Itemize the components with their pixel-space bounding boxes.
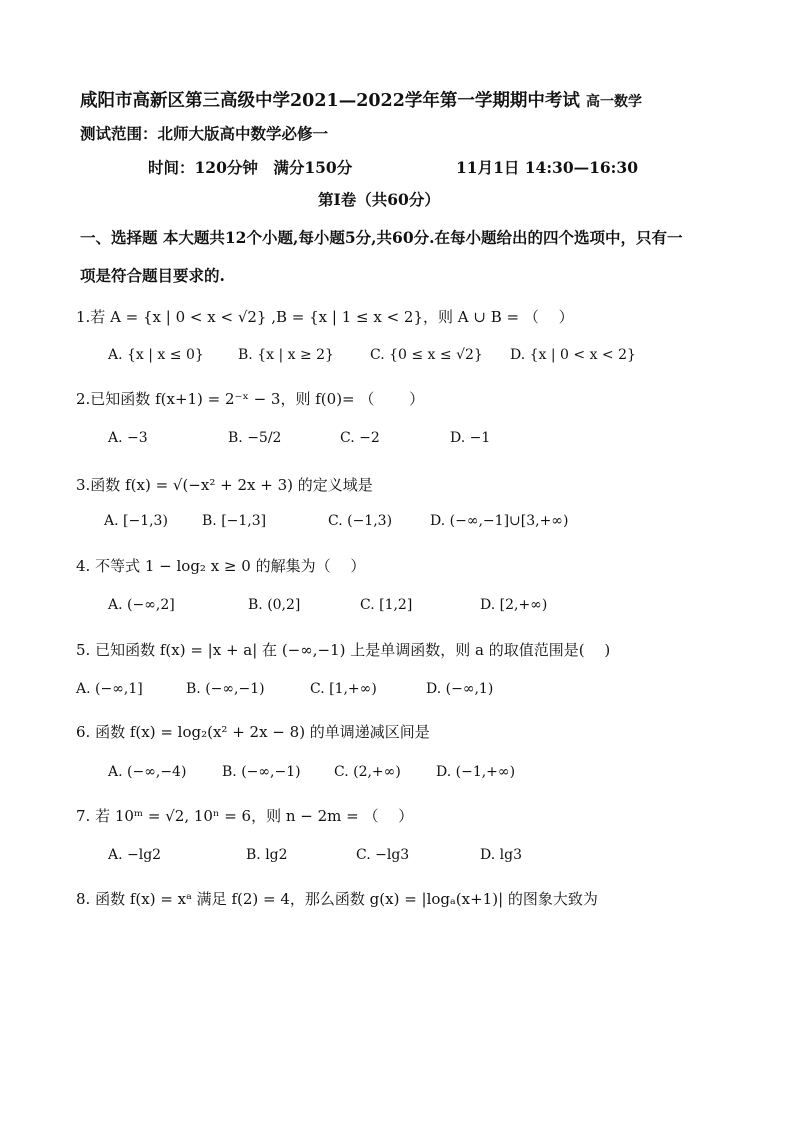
grade-label: 高一数学 — [586, 94, 643, 110]
question-6-option-b[interactable]: B. (−∞,−1) — [222, 764, 301, 780]
question-1-stem: 1.若 A = {x | 0 < x < √2} ,B = {x | 1 ≤ x < 2}，则 A ∪ B = （ ） — [76, 308, 574, 326]
question-4-option-a[interactable]: A. (−∞,2] — [108, 597, 175, 613]
question-3-option-d[interactable]: D. (−∞,−1]∪[3,+∞) — [430, 513, 569, 529]
volume-heading: 第Ⅰ卷（共60分） — [318, 190, 440, 209]
question-5-option-c[interactable]: C. [1,+∞) — [310, 681, 377, 697]
question-3-stem: 3.函数 f(x) = √(−x² + 2x + 3) 的定义域是 — [76, 476, 373, 494]
question-1-option-d[interactable]: D. {x | 0 < x < 2} — [510, 347, 636, 363]
question-6-option-d[interactable]: D. (−1,+∞) — [436, 764, 516, 780]
question-1-option-a[interactable]: A. {x | x ≤ 0} — [108, 347, 204, 363]
exam-title-text: 咸阳市高新区第三高级中学2021—2022学年第一学期期中考试 — [80, 91, 580, 111]
question-1-option-c[interactable]: C. {0 ≤ x ≤ √2} — [370, 347, 483, 363]
question-2-option-d[interactable]: D. −1 — [450, 430, 491, 446]
question-2-option-b[interactable]: B. −5/2 — [228, 430, 282, 446]
exam-date: 11月1日 14:30—16:30 — [456, 158, 638, 177]
question-1-option-b[interactable]: B. {x | x ≥ 2} — [238, 347, 334, 363]
question-7-option-b[interactable]: B. lg2 — [246, 847, 288, 863]
question-8-stem: 8. 函数 f(x) = xᵃ 满足 f(2) = 4，那么函数 g(x) = |logₐ(x+1)| 的图象大致为 — [76, 890, 598, 908]
question-2-option-c[interactable]: C. −2 — [340, 430, 380, 446]
question-7-option-a[interactable]: A. −lg2 — [108, 847, 162, 863]
question-5-stem: 5. 已知函数 f(x) = |x + a| 在 (−∞,−1) 上是单调函数，则 a 的取值范围是( ) — [76, 641, 611, 659]
question-2-option-a[interactable]: A. −3 — [108, 430, 148, 446]
question-3-option-a[interactable]: A. [−1,3) — [104, 513, 168, 529]
question-3-option-b[interactable]: B. [−1,3] — [202, 513, 267, 529]
question-3-option-c[interactable]: C. (−1,3) — [328, 513, 393, 529]
question-4-stem: 4. 不等式 1 − log₂ x ≥ 0 的解集为（ ） — [76, 557, 366, 575]
question-4-option-d[interactable]: D. [2,+∞) — [480, 597, 548, 613]
question-6-stem: 6. 函数 f(x) = log₂(x² + 2x − 8) 的单调递减区间是 — [76, 723, 430, 741]
question-5-option-b[interactable]: B. (−∞,−1) — [186, 681, 265, 697]
exam-title — [80, 87, 642, 112]
section-instructions-line1: 一、选择题 本大题共12个小题,每小题5分,共60分.在每小题给出的四个选项中，只有一 — [80, 228, 683, 247]
question-7-option-d[interactable]: D. lg3 — [480, 847, 522, 863]
exam-duration: 时间：120分钟 满分150分 — [148, 158, 353, 177]
question-7-option-c[interactable]: C. −lg3 — [356, 847, 410, 863]
section-instructions-line2: 项是符合题目要求的. — [80, 266, 225, 285]
question-4-option-b[interactable]: B. (0,2] — [248, 597, 301, 613]
question-7-stem: 7. 若 10ᵐ = √2, 10ⁿ = 6，则 n − 2m = （ ） — [76, 807, 414, 825]
question-5-option-d[interactable]: D. (−∞,1) — [426, 681, 494, 697]
question-6-option-c[interactable]: C. (2,+∞) — [334, 764, 401, 780]
question-5-option-a[interactable]: A. (−∞,1] — [76, 681, 143, 697]
test-scope: 测试范围：北师大版高中数学必修一 — [80, 124, 329, 143]
question-4-option-c[interactable]: C. [1,2] — [360, 597, 413, 613]
question-2-stem: 2.已知函数 f(x+1) = 2⁻ˣ − 3，则 f(0)= （ ） — [76, 390, 425, 408]
question-6-option-a[interactable]: A. (−∞,−4) — [108, 764, 187, 780]
